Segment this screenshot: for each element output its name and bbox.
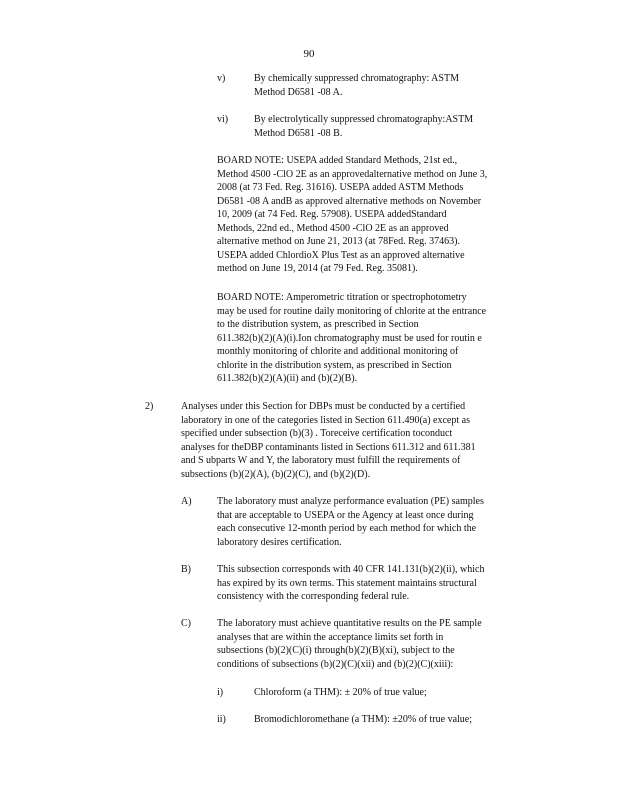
page-number: 90	[303, 48, 315, 60]
text-line: has expired by its own terms. This statement maintains structural	[217, 577, 477, 589]
item-v-label: v)	[217, 73, 226, 84]
text-line: This subsection corresponds with 40 CFR 141.131(b)(2)(ii), which	[217, 564, 485, 575]
text-line: to the distribution system, as prescribed in Section	[217, 319, 419, 330]
text-line: analyses for theDBP contaminants listed in Sections 611.312 and 611.381	[181, 441, 476, 453]
item-i-text: Chloroform (a THM): ± 20% of true value;	[254, 687, 427, 698]
text-line: specified under subsection (b)(3) . Toreceive certification toconduct	[181, 428, 453, 439]
text-line: Method D6581 -08 B.	[254, 127, 343, 139]
text-line: The laboratory must achieve quantitative results on the PE sample	[217, 618, 482, 629]
text-line: 2008 (at 73 Fed. Reg. 31616). USEPA added ASTM Methods	[217, 182, 464, 193]
text-line: may be used for routine daily monitoring of chlorite at the entrance	[217, 305, 487, 317]
text-line: conditions of subsections (b)(2)(C)(xii) and (b)(2)(C)(xiii):	[217, 658, 454, 670]
board-note-1	[217, 154, 537, 276]
board-note-2	[217, 291, 537, 386]
item-2-text	[181, 400, 533, 481]
text-line: consistency with the corresponding federal rule.	[217, 591, 410, 602]
text-line: chlorite in the distribution system, as prescribed in Section	[217, 359, 452, 371]
text-line: D6581 -08 A andB as approved alternative methods on November	[217, 195, 482, 207]
text-line: Methods, 22nd ed., Method 4500 -ClO 2E as an approved	[217, 222, 449, 234]
text-line: USEPA added ChlordioX Plus Test as an approved alternative	[217, 249, 465, 261]
text-line: each consecutive 12-month period by each method for which the	[217, 523, 477, 534]
item-vi-label: vi)	[217, 114, 229, 125]
item-A-label: A)	[181, 496, 192, 507]
text-line: and S ubparts W and Y, the laboratory must fulfill the requirements of	[181, 455, 461, 466]
item-2-label: 2)	[145, 401, 154, 412]
text-line: analyses that are within the acceptance limits set forth in	[217, 631, 444, 643]
item-vi-text	[254, 113, 497, 140]
text-line: 10, 2009 (at 74 Fed. Reg. 57908). USEPA addedStandard	[217, 209, 447, 220]
item-B-text	[217, 563, 529, 604]
text-line: laboratory desires certification.	[217, 536, 342, 548]
text-line: By chemically suppressed chromatography: ASTM	[254, 73, 459, 84]
item-A-text	[217, 495, 529, 549]
text-line: Method D6581 -08 A.	[254, 86, 343, 98]
text-line: BOARD NOTE: USEPA added Standard Methods, 21st ed.,	[217, 155, 458, 166]
text-line: 611.382(b)(2)(A)(i).Ion chromatography must be used for routin e	[217, 332, 482, 344]
text-line: subsections (b)(2)(C)(i) through(b)(2)(B)(xi), subject to the	[217, 645, 455, 656]
text-line: 611.382(b)(2)(A)(ii) and (b)(2)(B).	[217, 373, 358, 384]
text-line: BOARD NOTE: Amperometric titration or spectrophotometry	[217, 292, 467, 303]
item-ii-label: ii)	[217, 714, 226, 725]
text-line: monthly monitoring of chlorite and additional monitoring of	[217, 346, 459, 357]
text-line: that are acceptable to USEPA or the Agency at least once during	[217, 509, 474, 521]
text-line: laboratory in one of the categories listed in Section 611.490(a) except as	[181, 414, 470, 426]
text-line: The laboratory must analyze performance evaluation (PE) samples	[217, 496, 484, 507]
item-C-text	[217, 617, 529, 671]
text-line: alternative method on June 21, 2013 (at 78Fed. Reg. 37463).	[217, 236, 461, 247]
text-line: Method 4500 -ClO 2E as an approvedalternative method on June 3,	[217, 168, 488, 180]
text-line: subsections (b)(2)(A), (b)(2)(C), and (b)(2)(D).	[181, 468, 371, 480]
text-line: Analyses under this Section for DBPs must be conducted by a certified	[181, 401, 466, 412]
item-B-label: B)	[181, 564, 191, 575]
item-C-label: C)	[181, 618, 191, 629]
text-line: method on June 19, 2014 (at 79 Fed. Reg. 35081).	[217, 263, 418, 274]
text-line: By electrolytically suppressed chromatography:ASTM	[254, 114, 474, 125]
item-v-text	[254, 72, 497, 99]
item-ii-text: Bromodichloromethane (a THM): ±20% of true value;	[254, 714, 473, 725]
item-i-label: i)	[217, 687, 224, 698]
